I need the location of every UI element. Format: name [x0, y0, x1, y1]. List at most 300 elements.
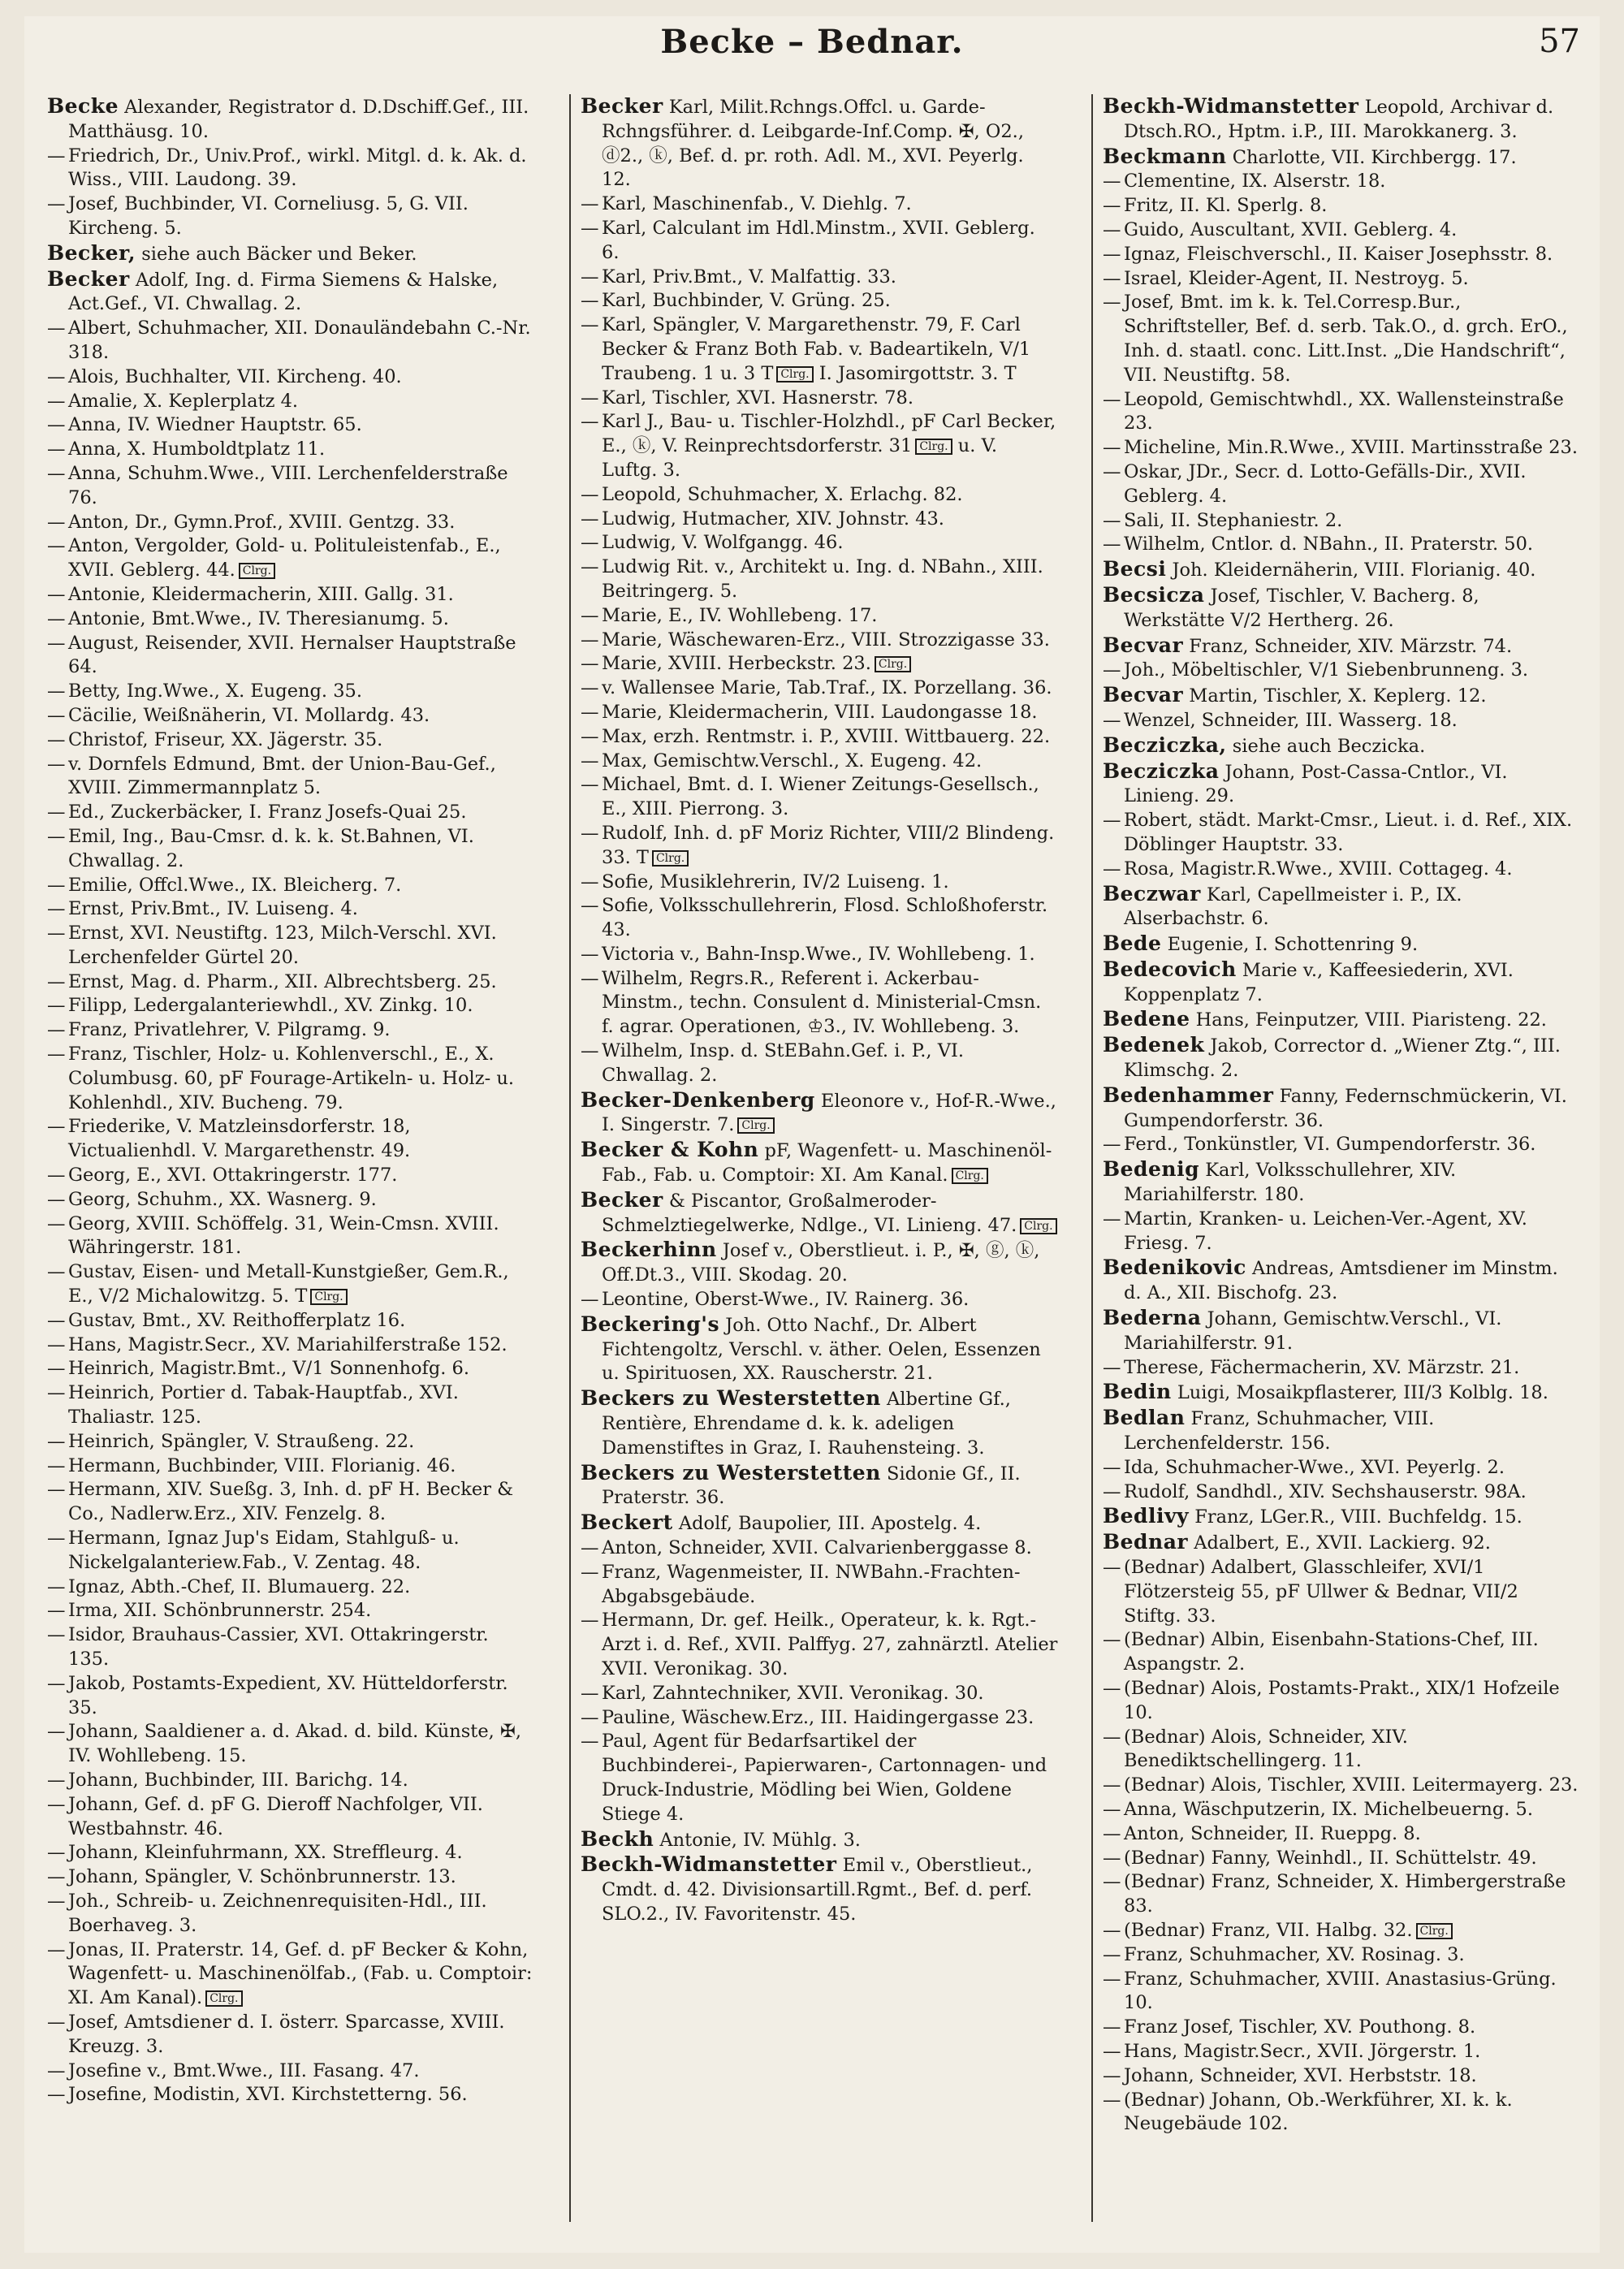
directory-entry — [47, 413, 534, 438]
entry-text: Wenzel, Schneider, III. Wasserg. 18. — [1124, 709, 1458, 731]
clrg-badge: Clrg. — [776, 366, 813, 382]
entry-text: Marie v., Kaffeesiederin, XVI. Koppenplatz 7. — [1124, 959, 1514, 1005]
directory-entry — [47, 825, 534, 874]
continuation-dash: — — [1103, 1208, 1121, 1230]
entry-text: Karl, Spängler, V. Margarethenstr. 79, F. Carl Becker & Franz Both Fab. v. Badeartikeln, V/1 Traubeng. 1 u. 3 T — [602, 314, 1031, 384]
continuation-dash: — — [1103, 1847, 1121, 1869]
entry-text: Joh. Otto Nachf., Dr. Albert Fichtengoltz, Verschl. v. äther. Oelen, Essenzen u. Spirituosen, XX. Rauscherstr. 21. — [602, 1314, 1041, 1385]
directory-entry — [47, 753, 534, 802]
continuation-dash: — — [1103, 1968, 1121, 1990]
entry-text: Joh., Möbeltischler, V/1 Siebenbrunneng. 3. — [1124, 659, 1529, 681]
entry-headword: Bedin — [1103, 1380, 1172, 1404]
continuation-dash: — — [47, 874, 66, 896]
continuation-dash: — — [581, 1289, 599, 1311]
directory-entry — [47, 970, 534, 995]
directory-entry — [1103, 170, 1580, 194]
entry-text: Emilie, Offcl.Wwe., IX. Bleicherg. 7. — [68, 874, 402, 896]
continuation-dash: — — [47, 1309, 66, 1331]
directory-entry — [47, 897, 534, 922]
entry-text: Sofie, Volksschullehrerin, Flosd. Schloßhoferstr. 43. — [602, 895, 1048, 941]
directory-entry — [581, 217, 1058, 266]
directory-entry — [1103, 2089, 1580, 2137]
entry-text: Anton, Dr., Gymn.Prof., XVIII. Gentzg. 33. — [68, 511, 456, 533]
directory-entry — [1103, 1822, 1580, 1847]
entry-text: Oskar, JDr., Secr. d. Lotto-Gefälls-Dir., XVII. Geblerg. 4. — [1124, 460, 1527, 507]
directory-entry — [1103, 633, 1580, 659]
entry-headword: Beczwar — [1103, 881, 1201, 905]
directory-entry — [1103, 388, 1580, 437]
directory-entry — [581, 676, 1058, 701]
continuation-dash: — — [1103, 1871, 1121, 1893]
page-number: 57 — [1539, 23, 1580, 60]
directory-entry — [47, 534, 534, 583]
continuation-dash: — — [1103, 1480, 1121, 1502]
entry-headword: Beckh-Widmanstetter — [581, 1852, 837, 1877]
continuation-dash: — — [47, 1866, 66, 1888]
entry-headword: Beckerhinn — [581, 1238, 717, 1262]
continuation-dash: — — [47, 923, 66, 944]
continuation-dash: — — [47, 2011, 66, 2033]
directory-entry — [47, 1260, 534, 1309]
directory-entry — [47, 1478, 534, 1527]
directory-entry — [581, 629, 1058, 653]
directory-entry — [47, 1938, 534, 2011]
entry-text: Josef, Buchbinder, VI. Corneliusg. 5, G. VII. Kircheng. 5. — [68, 193, 469, 239]
directory-entry — [47, 1599, 534, 1623]
entry-text: (Bednar) Alois, Postamts-Prakt., XIX/1 Hofzeile 10. — [1124, 1678, 1560, 1723]
entry-text: Hermann, XIV. Sueßg. 3, Inh. d. pF H. Becker & Co., Nadlerw.Erz., XIV. Fenzelg. 8. — [68, 1479, 514, 1525]
continuation-dash: — — [1103, 1919, 1121, 1941]
directory-entry — [47, 632, 534, 681]
continuation-dash: — — [581, 604, 599, 626]
directory-entry — [47, 874, 534, 898]
entry-text: Ferd., Tonkünstler, VI. Gumpendorferstr. 36. — [1124, 1134, 1536, 1156]
entry-text: Hans, Magistr.Secr., XVII. Jörgerstr. 1. — [1124, 2040, 1481, 2062]
entry-text: Max, Gemischtw.Verschl., X. Eugeng. 42. — [602, 750, 983, 771]
directory-entry — [1103, 557, 1580, 583]
directory-entry — [1103, 460, 1580, 509]
directory-entry — [581, 266, 1058, 290]
entry-headword: Becker-Denkenberg — [581, 1087, 815, 1112]
directory-entry — [1103, 243, 1580, 267]
entry-text: Adalbert, E., XVII. Lackierg. 92. — [1188, 1532, 1491, 1554]
entry-text: Karl, Buchbinder, V. Grüng. 25. — [602, 290, 891, 312]
continuation-dash: — — [581, 895, 599, 917]
directory-entry — [581, 1312, 1058, 1386]
entry-text: Pauline, Wäschew.Erz., III. Haidingergasse 23. — [602, 1706, 1034, 1728]
continuation-dash: — — [47, 1624, 66, 1646]
directory-entry — [1103, 1968, 1580, 2016]
directory-entry — [581, 1536, 1058, 1561]
continuation-dash: — — [581, 1537, 599, 1559]
continuation-dash: — — [47, 1575, 66, 1597]
entry-headword: Beckers zu Westerstetten — [581, 1386, 881, 1411]
directory-entry — [1103, 94, 1580, 145]
entry-text: Ludwig Rit. v., Architekt u. Ing. d. NBahn., XIII. Beitringerg. 5. — [602, 556, 1043, 602]
directory-entry — [47, 583, 534, 607]
directory-entry — [1103, 1726, 1580, 1774]
entry-text: Anna, IV. Wiedner Hauptstr. 65. — [68, 414, 362, 436]
entry-text: Josefine v., Bmt.Wwe., III. Fasang. 47. — [68, 2059, 420, 2081]
continuation-dash: — — [47, 753, 66, 775]
directory-entry — [47, 1212, 534, 1261]
continuation-dash: — — [47, 1212, 66, 1234]
directory-entry — [1103, 809, 1580, 858]
directory-entry — [47, 1333, 534, 1358]
continuation-dash: — — [1103, 1356, 1121, 1378]
continuation-dash: — — [1103, 709, 1121, 731]
entry-text: Israel, Kleider-Agent, II. Nestroyg. 5. — [1124, 267, 1469, 289]
continuation-dash: — — [581, 411, 599, 433]
continuation-dash: — — [47, 1019, 66, 1041]
entry-text: Eleonore v., Hof-R.-Wwe., I. Singerstr. 7. — [602, 1090, 1056, 1136]
entry-text: Michael, Bmt. d. I. Wiener Zeitungs-Gesellsch., E., XIII. Pierrong. 3. — [602, 774, 1039, 820]
entry-text: Joh., Schreib- u. Zeichnenrequisiten-Hdl., III. Boerhaveg. 3. — [68, 1890, 487, 1936]
continuation-dash: — — [47, 898, 66, 920]
directory-entry — [47, 801, 534, 825]
entry-text-after: u. V. Luftg. 3. — [602, 435, 998, 481]
continuation-dash: — — [581, 266, 599, 287]
directory-entry — [1103, 858, 1580, 882]
entry-headword: Bedlivy — [1103, 1504, 1190, 1528]
directory-entry — [47, 1623, 534, 1672]
entry-text: Anna, Schuhm.Wwe., VIII. Lerchenfelderstraße 76. — [68, 462, 508, 508]
continuation-dash: — — [47, 1358, 66, 1380]
continuation-dash: — — [47, 1333, 66, 1355]
entry-text: Christof, Friseur, XX. Jägerstr. 35. — [68, 728, 383, 750]
entry-headword: Beckh-Widmanstetter — [1103, 94, 1359, 118]
directory-entry — [581, 1039, 1058, 1088]
continuation-dash: — — [1103, 2016, 1121, 2038]
directory-entry — [1103, 1406, 1580, 1456]
entry-text: Anton, Schneider, II. Rueppg. 8. — [1124, 1822, 1421, 1844]
directory-entry — [1103, 1157, 1580, 1208]
continuation-dash: — — [47, 1721, 66, 1743]
entry-text: Johann, Spängler, V. Schönbrunnerstr. 13. — [68, 1866, 456, 1888]
continuation-dash: — — [581, 967, 599, 989]
directory-entry — [581, 943, 1058, 967]
continuation-dash: — — [1103, 810, 1121, 832]
entry-text: Anton, Vergolder, Gold- u. Polituleistenfab., E., XVII. Geblerg. 44. — [68, 535, 501, 581]
directory-entry — [47, 1043, 534, 1115]
entry-text: v. Wallensee Marie, Tab.Traf., IX. Porzellang. 36. — [602, 677, 1052, 699]
continuation-dash: — — [1103, 2089, 1121, 2111]
entry-text: Wilhelm, Cntlor. d. NBahn., II. Praterstr. 50. — [1124, 534, 1534, 555]
continuation-dash: — — [47, 535, 66, 557]
entry-text: Max, erzh. Rentmstr. i. P., XVIII. Wittbauerg. 22. — [602, 725, 1051, 747]
entry-text: Karl, Capellmeister i. P., IX. Alserbachstr. 6. — [1124, 884, 1462, 930]
column-1 — [47, 94, 534, 2222]
continuation-dash: — — [1103, 1822, 1121, 1844]
entry-text: Luigi, Mosaikpflasterer, III/3 Kolblg. 18. — [1171, 1382, 1548, 1404]
continuation-dash: — — [1103, 509, 1121, 531]
continuation-dash: — — [581, 701, 599, 723]
clrg-badge: Clrg. — [952, 1168, 988, 1184]
entry-headword: Bedene — [1103, 1007, 1190, 1031]
clrg-badge: Clrg. — [310, 1289, 347, 1305]
entry-headword: Beckers zu Westerstetten — [581, 1460, 881, 1485]
entry-text: Paul, Agent für Bedarfsartikel der Buchbinderei-, Papierwaren-, Cartonnagen- und Druck-Industrie, Mödling bei Wien, Goldene Stiege 4. — [602, 1731, 1047, 1825]
entry-headword: Bedenikovic — [1103, 1256, 1246, 1280]
entry-text: Gustav, Eisen- und Metall-Kunstgießer, Gem.R., E., V/2 Michalowitzg. 5. T — [68, 1261, 509, 1307]
continuation-dash: — — [47, 1793, 66, 1815]
directory-entry — [581, 94, 1058, 192]
directory-entry — [581, 555, 1058, 604]
directory-entry — [47, 390, 534, 414]
entry-text: Hermann, Dr. gef. Heilk., Operateur, k. k. Rgt.-Arzt i. d. Ref., XVII. Palffyg. 27, zahnärztl. Atelier XVII. Veronikag. 30. — [602, 1610, 1058, 1679]
entry-headword: Becsi — [1103, 557, 1167, 581]
entry-text: Karl, Milit.Rchngs.Offcl. u. Garde-Rchngsführer. d. Leibgarde-Inf.Comp. ✠, O2., ⓓ2., ⓚ, Bef. d. pr. roth. Adl. M., XVI. Peyerlg. 12. — [602, 97, 1024, 191]
entry-text: Johann, Kleinfuhrmann, XX. Streffleurg. 4. — [68, 1842, 463, 1864]
directory-entry — [47, 94, 534, 145]
directory-entry — [1103, 1256, 1580, 1306]
continuation-dash: — — [47, 728, 66, 750]
directory-entry — [581, 1730, 1058, 1826]
directory-entry — [581, 1682, 1058, 1706]
continuation-dash: — — [581, 532, 599, 554]
clrg-badge: Clrg. — [1020, 1218, 1056, 1234]
entry-text: Amalie, X. Keplerplatz 4. — [68, 390, 299, 412]
continuation-dash: — — [581, 1682, 599, 1704]
directory-entry — [581, 1461, 1058, 1511]
entry-text: Johann, Gemischtw.Verschl., VI. Mariahilferstr. 91. — [1124, 1308, 1502, 1354]
entry-text: Johann, Post-Cassa-Cntlor., VI. Linieng. 29. — [1124, 761, 1508, 807]
directory-entry — [581, 750, 1058, 774]
continuation-dash: — — [581, 1561, 599, 1583]
directory-entry — [1103, 1083, 1580, 1134]
entry-text: Johann, Saaldiener a. d. Akad. d. bild. Künste, ✠, IV. Wohllebeng. 15. — [68, 1721, 521, 1767]
entry-text: Anna, X. Humboldtplatz 11. — [68, 439, 326, 460]
directory-entry — [581, 1288, 1058, 1312]
continuation-dash: — — [1103, 195, 1121, 217]
entry-text: Emil, Ing., Bau-Cmsr. d. k. k. St.Bahnen, VI. Chwallag. 2. — [68, 825, 474, 871]
entry-text: Gustav, Bmt., XV. Reithofferplatz 16. — [68, 1309, 406, 1331]
continuation-dash: — — [581, 483, 599, 505]
continuation-dash: — — [47, 995, 66, 1017]
directory-entry — [47, 1018, 534, 1043]
directory-entry — [1103, 1774, 1580, 1798]
entry-text: Jakob, Corrector d. „Wiener Ztg.“, III. Klimschg. 2. — [1124, 1035, 1561, 1082]
entry-text: (Bednar) Albin, Eisenbahn-Stations-Chef, III. Aspangstr. 2. — [1124, 1629, 1539, 1675]
directory-entry — [1103, 1356, 1580, 1381]
entry-text: Charlotte, VII. Kirchbergg. 17. — [1226, 146, 1517, 168]
entry-headword: Beckh — [581, 1826, 654, 1851]
directory-entry — [47, 267, 534, 318]
directory-entry — [581, 410, 1058, 482]
directory-entry — [1103, 436, 1580, 460]
directory-entry — [1103, 194, 1580, 218]
directory-entry — [581, 1088, 1058, 1139]
entry-text: Karl, Volksschullehrer, XIV. Mariahilferstr. 180. — [1124, 1160, 1457, 1206]
continuation-dash: — — [47, 607, 66, 629]
continuation-dash: — — [47, 1600, 66, 1622]
directory-entry — [581, 387, 1058, 411]
entry-text: Georg, Schuhm., XX. Wasnerg. 9. — [68, 1188, 377, 1210]
directory-entry — [1103, 145, 1580, 171]
entry-text: Martin, Kranken- u. Leichen-Ver.-Agent, XV. Friesg. 7. — [1124, 1208, 1527, 1254]
directory-entry — [47, 2011, 534, 2059]
directory-columns — [47, 94, 1579, 2222]
directory-entry — [47, 1890, 534, 1938]
continuation-dash: — — [581, 725, 599, 747]
directory-entry — [47, 241, 534, 267]
entry-text: Karl, Zahntechniker, XVII. Veronikag. 30. — [602, 1682, 984, 1704]
directory-entry — [47, 1164, 534, 1188]
entry-text: Marie, XVIII. Herbeckstr. 23. — [602, 653, 871, 675]
entry-text: Albert, Schuhmacher, XII. Donauländebahn C.-Nr. 318. — [68, 318, 531, 363]
directory-entry — [47, 1575, 534, 1600]
entry-text: Franz, Tischler, Holz- u. Kohlenverschl., E., X. Columbusg. 60, pF Fourage-Artikeln- u. Holz- u. Kohlenhdl., XIV. Bucheng. 79. — [68, 1044, 514, 1113]
continuation-dash: — — [47, 1116, 66, 1138]
directory-entry — [1103, 1306, 1580, 1356]
directory-entry — [1103, 1480, 1580, 1505]
entry-text: Josef, Amtsdiener d. I. österr. Sparcasse, XVIII. Kreuzg. 3. — [68, 2011, 505, 2057]
entry-text: (Bednar) Johann, Ob.-Werkführer, XI. k. k. Neugebäude 102. — [1124, 2089, 1513, 2135]
continuation-dash: — — [47, 1938, 66, 1960]
directory-entry — [47, 1865, 534, 1890]
entry-text: Georg, XVIII. Schöffelg. 31, Wein-Cmsn. XVIII. Währingerstr. 181. — [68, 1212, 499, 1259]
entry-text: Alois, Buchhalter, VII. Kircheng. 40. — [68, 365, 402, 387]
directory-entry — [47, 365, 534, 390]
continuation-dash: — — [1103, 1557, 1121, 1579]
continuation-dash: — — [47, 1890, 66, 1912]
continuation-dash: — — [47, 145, 66, 166]
entry-headword: Becziczka, — [1103, 733, 1227, 757]
entry-text: August, Reisender, XVII. Hernalser Hauptstraße 64. — [68, 632, 516, 678]
entry-text: Sofie, Musiklehrerin, IV/2 Luiseng. 1. — [602, 871, 949, 892]
page-title: Becke – Bednar. — [660, 23, 964, 61]
entry-text: Leontine, Oberst-Wwe., IV. Rainerg. 36. — [602, 1289, 970, 1311]
entry-text: Anna, Wäschputzerin, IX. Michelbeuerng. 5. — [1124, 1798, 1534, 1820]
directory-entry — [581, 1609, 1058, 1681]
directory-entry — [47, 1720, 534, 1769]
continuation-dash: — — [47, 704, 66, 726]
continuation-dash: — — [47, 318, 66, 339]
entry-text: Ignaz, Fleischverschl., II. Kaiser Josephsstr. 8. — [1124, 243, 1553, 265]
continuation-dash: — — [47, 1044, 66, 1065]
continuation-dash: — — [47, 390, 66, 412]
entry-text: Johann, Gef. d. pF G. Dieroff Nachfolger, VII. Westbahnstr. 46. — [68, 1793, 483, 1839]
entry-headword: Becker — [47, 266, 130, 291]
entry-text: Ludwig, Hutmacher, XIV. Johnstr. 43. — [602, 508, 944, 529]
entry-text: Marie, E., IV. Wohllebeng. 17. — [602, 604, 878, 626]
directory-entry — [1103, 1943, 1580, 1968]
continuation-dash: — — [1103, 171, 1121, 192]
continuation-dash: — — [47, 825, 66, 847]
continuation-dash: — — [581, 387, 599, 408]
entry-text: Albertine Gf., Rentière, Ehrendame d. k. k. adeligen Damenstiftes in Graz, I. Rauhensteing. 3. — [602, 1389, 1011, 1459]
entry-text: Karl, Priv.Bmt., V. Malfattig. 33. — [602, 266, 896, 287]
entry-text: (Bednar) Franz, VII. Halbg. 32. — [1124, 1919, 1413, 1941]
entry-text: Josef, Tischler, V. Bacherg. 8, Werkstätte V/2 Hertherg. 26. — [1124, 585, 1479, 631]
continuation-dash: — — [581, 508, 599, 529]
continuation-dash: — — [47, 1528, 66, 1549]
continuation-dash: — — [47, 1454, 66, 1476]
entry-text: Rosa, Magistr.R.Wwe., XVIII. Cottageg. 4. — [1124, 858, 1513, 880]
continuation-dash: — — [47, 1165, 66, 1186]
continuation-dash: — — [47, 2059, 66, 2081]
directory-entry — [47, 1672, 534, 1721]
entry-text: Hermann, Ignaz Jup's Eidam, Stahlguß- u. Nickelgalanteriew.Fab., V. Zentag. 48. — [68, 1528, 460, 1573]
continuation-dash: — — [47, 1842, 66, 1864]
entry-text: Ernst, Priv.Bmt., IV. Luiseng. 4. — [68, 898, 358, 920]
entry-text: Heinrich, Portier d. Tabak-Hauptfab., XVI. Thaliastr. 125. — [68, 1382, 459, 1428]
clrg-badge: Clrg. — [875, 656, 911, 672]
continuation-dash: — — [1103, 1774, 1121, 1796]
entry-text: Jakob, Postamts-Expedient, XV. Hütteldorferstr. 35. — [68, 1672, 508, 1718]
directory-entry — [581, 1188, 1058, 1238]
continuation-dash: — — [47, 1261, 66, 1283]
continuation-dash: — — [1103, 267, 1121, 289]
entry-text: Cäcilie, Weißnäherin, VI. Mollardg. 43. — [68, 704, 430, 726]
continuation-dash: — — [47, 1188, 66, 1210]
directory-entry — [1103, 218, 1580, 243]
continuation-dash: — — [1103, 437, 1121, 459]
directory-entry — [1103, 1556, 1580, 1628]
directory-entry — [581, 725, 1058, 750]
entry-text: Jonas, II. Praterstr. 14, Gef. d. pF Becker & Kohn, Wagenfett- u. Maschinenölfab., (Fab. u. Comptoir: XI. Am Kanal). — [68, 1938, 533, 2009]
directory-entry — [1103, 1628, 1580, 1677]
entry-text-after: I. Jasomirgottstr. 3. T — [813, 362, 1017, 384]
entry-text: Franz, LGer.R., VIII. Buchfeldg. 15. — [1189, 1506, 1522, 1528]
entry-text: Ernst, Mag. d. Pharm., XII. Albrechtsberg. 25. — [68, 970, 497, 992]
entry-text: Franz, Schuhmacher, VIII. Lerchenfelderstr. 156. — [1124, 1408, 1435, 1454]
entry-text: Karl J., Bau- u. Tischler-Holzhdl., pF Carl Becker, E., ⓚ, V. Reinprechtsdorferstr. 31 — [602, 411, 1056, 457]
continuation-dash: — — [1103, 218, 1121, 240]
entry-text: Josef v., Oberstlieut. i. P., ✠, ⓖ, ⓚ, Off.Dt.3., VIII. Skodag. 20. — [602, 1240, 1040, 1286]
directory-entry — [47, 728, 534, 753]
entry-text: Leopold, Gemischtwhdl., XX. Wallensteinstraße 23. — [1124, 388, 1564, 434]
continuation-dash: — — [1103, 659, 1121, 681]
directory-entry — [581, 701, 1058, 725]
entry-text: Micheline, Min.R.Wwe., XVIII. Martinsstraße 23. — [1124, 437, 1579, 459]
directory-entry — [1103, 2040, 1580, 2064]
entry-headword: Beckmann — [1103, 144, 1227, 168]
directory-entry — [581, 1386, 1058, 1460]
entry-headword: Becker — [581, 1187, 663, 1212]
entry-headword: Bedenig — [1103, 1157, 1200, 1182]
entry-text: Victoria v., Bahn-Insp.Wwe., IV. Wohllebeng. 1. — [602, 943, 1035, 965]
continuation-dash: — — [47, 1769, 66, 1791]
directory-entry — [47, 1793, 534, 1842]
directory-entry — [47, 317, 534, 365]
continuation-dash: — — [581, 943, 599, 965]
directory-entry — [581, 822, 1058, 871]
directory-entry — [47, 994, 534, 1018]
directory-entry — [581, 289, 1058, 313]
directory-page — [24, 16, 1600, 2253]
entry-text: Sidonie Gf., II. Praterstr. 36. — [602, 1463, 1021, 1509]
entry-text: Wilhelm, Insp. d. StEBahn.Gef. i. P., VI. Chwallag. 2. — [602, 1040, 965, 1086]
directory-entry — [1103, 1919, 1580, 1943]
directory-entry — [1103, 509, 1580, 534]
entry-headword: Becvar — [1103, 683, 1184, 707]
directory-entry — [1103, 659, 1580, 683]
entry-text: Anton, Schneider, XVII. Calvarienberggasse 8. — [602, 1537, 1032, 1559]
continuation-dash: — — [47, 1430, 66, 1452]
continuation-dash: — — [581, 1731, 599, 1753]
continuation-dash: — — [581, 1040, 599, 1062]
entry-headword: Becke — [47, 94, 119, 118]
continuation-dash: — — [581, 1706, 599, 1728]
entry-text: Andreas, Amtsdiener im Minstm. d. A., XII. Bischofg. 23. — [1124, 1258, 1558, 1304]
continuation-dash: — — [47, 970, 66, 992]
entry-text: (Bednar) Alois, Tischler, XVIII. Leitermayerg. 23. — [1124, 1774, 1579, 1796]
directory-entry — [1103, 1007, 1580, 1033]
directory-entry — [1103, 583, 1580, 633]
clrg-badge: Clrg. — [915, 439, 952, 455]
entry-text: v. Dornfels Edmund, Bmt. der Union-Bau-Gef., XVIII. Zimmermannplatz 5. — [68, 753, 496, 799]
